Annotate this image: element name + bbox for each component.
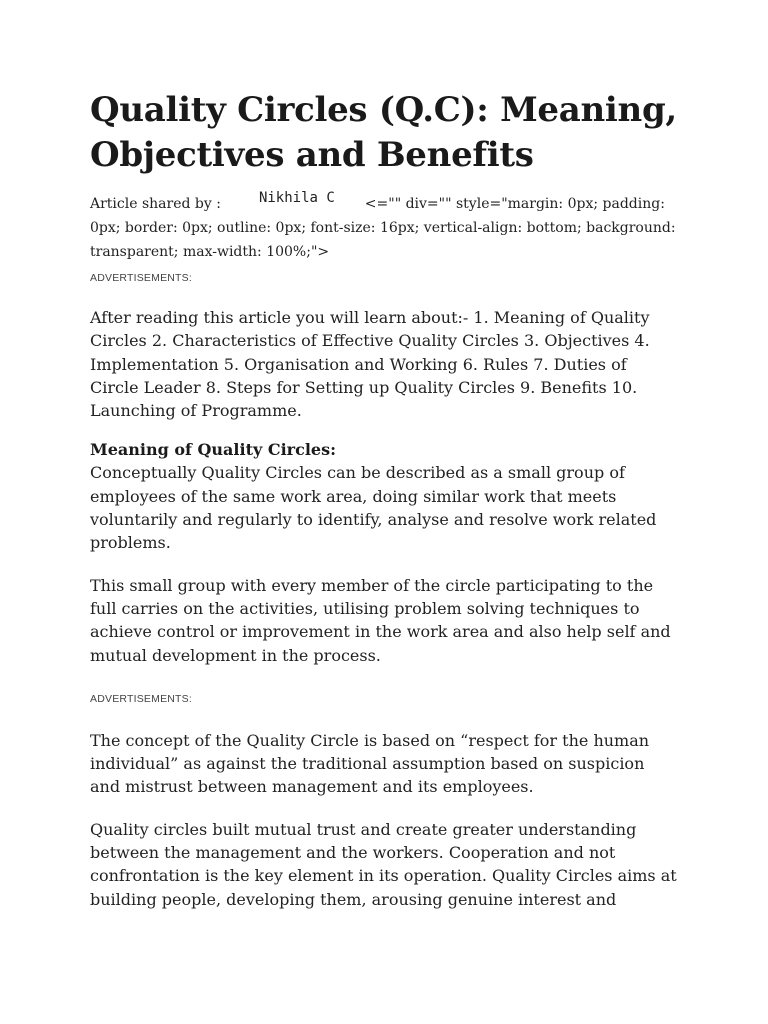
author-name[interactable]: Nikhila C	[258, 190, 335, 206]
article-byline	[90, 192, 678, 264]
body-paragraph: Conceptually Quality Circles can be described as a small group of employees of the same work area, doing similar work that meets voluntarily and regularly to identify, analyse and resolve work related problems.	[90, 463, 657, 553]
intro-paragraph: After reading this article you will learn about:- 1. Meaning of Quality Circles 2. Characteristics of Effective Quality Circles 3. Objectives 4. Implementation 5. Organisation and Working 6. Rules 7. Duties of Circle Leader 8. Steps for Setting up Quality Circles 9. Benefits 10. Launching of Programme.	[90, 308, 650, 421]
body-paragraph: The concept of the Quality Circle is based on “respect for the human individual” as against the traditional assumption based on suspicion and mistrust between management and its employees.	[90, 730, 650, 797]
section-heading: Meaning of Quality Circles:	[90, 440, 336, 460]
byline-prefix: Article shared by :	[90, 196, 221, 212]
advertisement-label: ADVERTISEMENTS:	[90, 692, 192, 705]
article-title: Quality Circles (Q.C): Meaning, Objectives and Benefits	[90, 90, 677, 175]
body-paragraph: This small group with every member of the circle participating to the full carries on the activities, utilising problem solving techniques to achieve control or improvement in the work area and also help self and mutual development in the process.	[90, 575, 671, 665]
byline-stray-markup: <="" div="" style="margin: 0px; padding: 0px; border: 0px; outline: 0px; font-size: 16px; vertical-align: bottom; background: transparent; max-width: 100%;">	[90, 196, 676, 260]
advertisement-label: ADVERTISEMENTS:	[90, 272, 192, 284]
body-paragraph: Quality circles built mutual trust and create greater understanding between the management and the workers. Cooperation and not confrontation is the key element in its operation. Quality Circles aims at building people, developing them, arousing genuine interest and	[90, 819, 677, 909]
